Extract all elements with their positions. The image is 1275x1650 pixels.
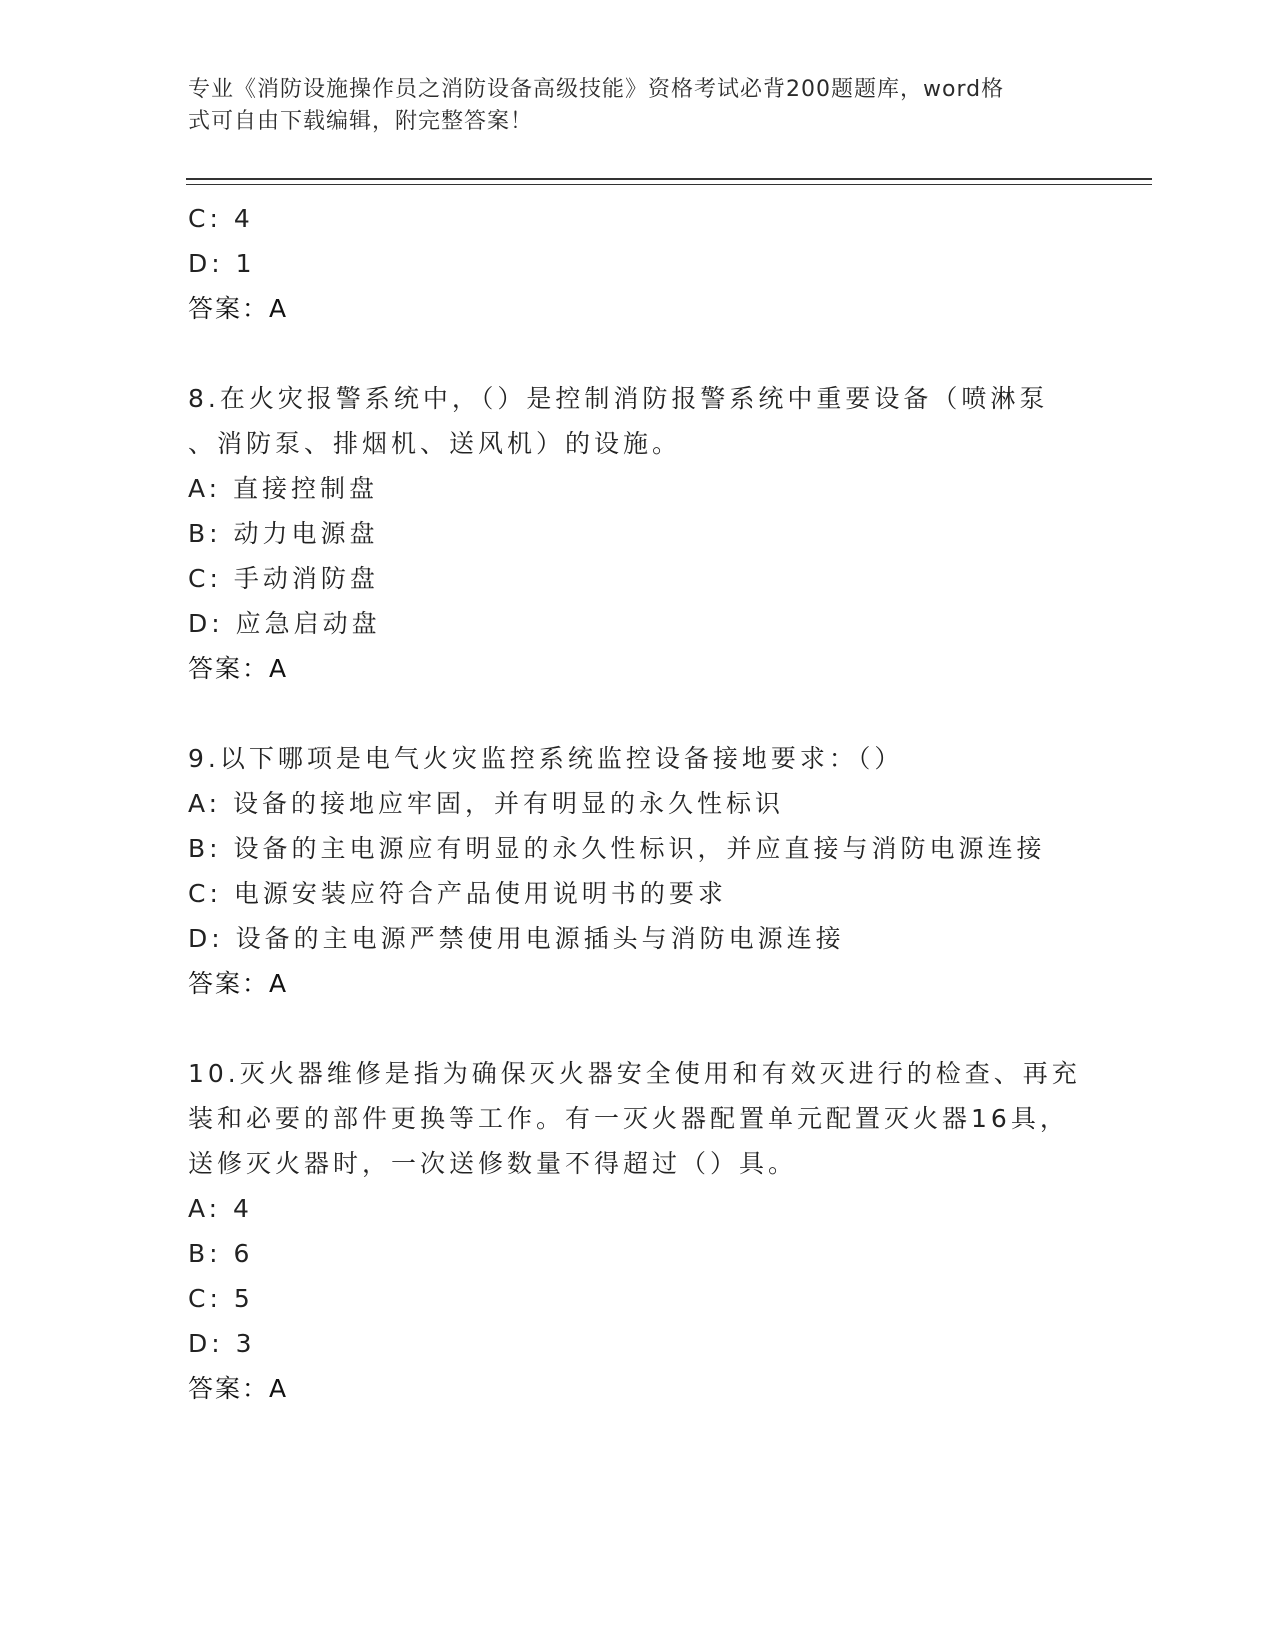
answer: 答案：A [188, 1374, 289, 1403]
question-10 [188, 1051, 1108, 1411]
answer: 答案：A [188, 969, 289, 998]
option-d: D: 设备的主电源严禁使用电源插头与消防电源连接 [188, 924, 845, 953]
answer: 答案：A [188, 654, 289, 683]
option-a: A: 4 [188, 1194, 253, 1223]
header-rule-thin [186, 184, 1152, 185]
option-c: C: 电源安装应符合产品使用说明书的要求 [188, 879, 727, 908]
prev-question [188, 196, 1108, 331]
option-d: D: 应急启动盘 [188, 609, 381, 638]
question-text-continued: 装和必要的部件更换等工作。有一灭火器配置单元配置灭火器16具， [188, 1104, 1069, 1133]
header-rule-thick [186, 178, 1152, 180]
header-title-line-2: 式可自由下载编辑，附完整答案！ [188, 109, 534, 134]
question-text: 10.灭火器维修是指为确保灭火器安全使用和有效灭进行的检查、再充 [188, 1059, 1081, 1088]
question-text-continued: 送修灭火器时，一次送修数量不得超过（）具。 [188, 1149, 798, 1178]
option-b: B: 动力电源盘 [188, 519, 379, 548]
option-a: A: 设备的接地应牢固，并有明显的永久性标识 [188, 789, 785, 818]
option-b: B: 6 [188, 1239, 254, 1268]
option-c: C: 手动消防盘 [188, 564, 379, 593]
question-text-continued: 、消防泵、排烟机、送风机）的设施。 [188, 429, 682, 458]
option-c: C: 5 [188, 1284, 254, 1313]
question-text: 9.以下哪项是电气火灾监控系统监控设备接地要求：（） [188, 744, 904, 773]
document-header [188, 74, 1068, 138]
question-list [188, 196, 1108, 1411]
answer: 答案：A [188, 294, 289, 323]
question-text: 8.在火灾报警系统中，（）是控制消防报警系统中重要设备（喷淋泵 [188, 384, 1049, 413]
header-title-line-1: 专业《消防设施操作员之消防设备高级技能》资格考试必背200题题库，word格 [188, 77, 1005, 102]
option-d: D: 3 [188, 1329, 256, 1358]
option-d: D: 1 [188, 249, 256, 278]
option-c: C: 4 [188, 204, 254, 233]
option-b: B: 设备的主电源应有明显的永久性标识，并应直接与消防电源连接 [188, 834, 1046, 863]
option-a: A: 直接控制盘 [188, 474, 379, 503]
question-9 [188, 736, 1108, 1006]
question-8 [188, 376, 1108, 691]
